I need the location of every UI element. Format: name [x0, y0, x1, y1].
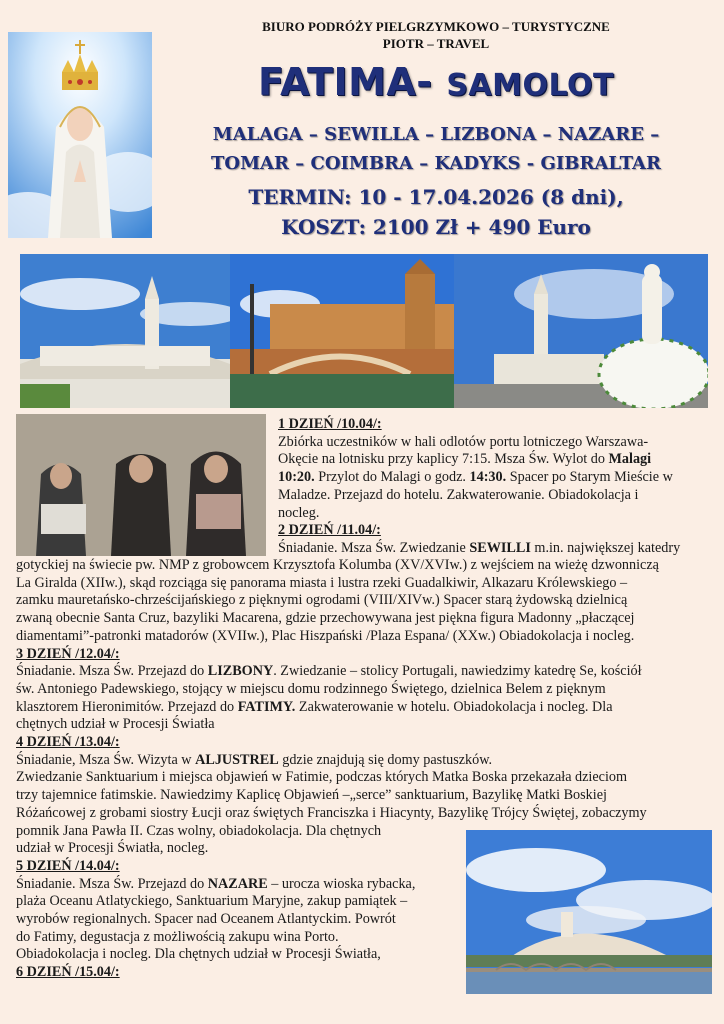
day-4-line-4: Różańcowej z grobami siostry Łucji oraz świętych Franciszka i Hiacynty, Bazylikę Trójcy Świętej, zobaczymy	[16, 804, 647, 821]
day-1-line-5: nocleg.	[278, 504, 320, 521]
day-3-line-1: Śniadanie. Msza Św. Przejazd do LIZBONY. Zwiedzanie – stolicy Portugali, nawiedzimy katedrę Se, kościół	[16, 663, 642, 680]
agency-line-2: PIOTR – TRAVEL	[382, 36, 490, 51]
day-2-line-1: Śniadanie. Msza Św. Zwiedzanie SEWILLI m.in. największej katedry	[278, 539, 681, 556]
day-2-line-2: gotyckiej na świecie pw. NMP z grobowcem Krzysztofa Kolumba (XV/XVIw.) z wejściem na wieżę dzwonniczą	[16, 557, 659, 573]
day-3-line-4: chętnych udział w Procesji Światła	[16, 716, 215, 733]
day-5-line-2: plaża Oceanu Atlatyckiego, Sanktuarium Maryjne, zakup pamiątek –	[16, 893, 408, 910]
day-4-line-3: trzy tajemnice fatimskie. Nawiedzimy Kaplicę Objawień –„serce” sanktuarium, Bazylikę Matki Boskiej	[16, 787, 607, 804]
cities-line-1: MALAGA – SEWILLA – LIZBONA – NAZARE –	[212, 124, 660, 145]
day-1-heading: 1 DZIEŃ /10.04/:	[278, 416, 382, 432]
agency-name	[160, 18, 712, 52]
fatima-highlight: FATIMY.	[237, 698, 296, 715]
day-1-line-1: Zbiórka uczestników w hali odlotów portu lotniczego Warszawa-	[278, 433, 649, 450]
day-2-line-6: diamentami”-patronki matadorów (XVIIw.), Plac Hiszpański /Plaza Espana/ (XXw.) Obiadokolacja i nocleg.	[16, 627, 635, 644]
day-5-line-1: Śniadanie. Msza Św. Przejazd do NAZARE – urocza wioska rybacka,	[16, 875, 416, 892]
day-6-heading: 6 DZIEŃ /15.04/:	[16, 964, 120, 981]
cities-list	[160, 120, 712, 178]
agency-line-1: BIURO PODRÓŻY PIELGRZYMKOWO – TURYSTYCZNE	[262, 19, 610, 34]
title-sub: SAMOLOT	[446, 68, 615, 103]
day-1-line-3: 10:20. Przylot do Malagi o godz. 14:30. Spacer po Starym Mieście w	[278, 469, 673, 486]
fatima-basilica-photo	[20, 254, 230, 408]
termin-line: TERMIN: 10 - 17.04.2026 (8 dni),	[248, 185, 624, 209]
trip-dates-price	[160, 182, 712, 242]
day-4-line-1: Śniadanie, Msza Św. Wizyta w ALJUSTREL gdzie znajdują się domy pastuszków.	[16, 751, 493, 768]
day-3-line-3: klasztorem Hieronimitów. Przejazd do FATIMY. Zakwaterowanie w hotelu. Obiadokolacja i nocleg. Dla	[16, 698, 613, 715]
itinerary-day-1	[278, 416, 712, 558]
trip-title	[160, 60, 712, 104]
day-2-heading: 2 DZIEŃ /11.04/:	[278, 522, 381, 539]
day-4-line-2: Zwiedzanie Sanktuarium i miejsca objawień w Fatimie, podczas których Matka Boska przekazała dzieciom	[16, 769, 628, 786]
day-2-line-4: zamku mauretańsko-chrześcijańskiego z pięknymi ogrodami (VIII/XIVw.) Spacer starą żydowską dzielnicą	[16, 592, 628, 609]
day-3-heading: 3 DZIEŃ /12.04/:	[16, 645, 120, 662]
sewilla-highlight: SEWILLI	[469, 539, 531, 556]
day-4-line-5: pomnik Jana Pawła II. Czas wolny, obiadokolacja. Dla chętnych	[16, 822, 382, 839]
malaga-highlight: Malagi	[608, 451, 652, 468]
day-4-line-6: udział w Procesji Światła, nocleg.	[16, 840, 209, 857]
nazare-highlight: NAZARE	[207, 875, 268, 892]
lizbona-highlight: LIZBONY	[207, 663, 274, 680]
day-3-line-2: św. Antoniego Padewskiego, stojący w miejscu domu rodzinnego Świętego, dzielnica Belem z pięknym	[16, 680, 606, 697]
day-5-line-5: Obiadokolacja i nocleg. Dla chętnych udział w Procesji Światła,	[16, 946, 381, 963]
itinerary-main	[16, 557, 716, 982]
day-5-line-4: do Fatimy, degustacja z możliwością zakupu wina Porto.	[16, 928, 339, 945]
plaza-espana-photo	[230, 254, 454, 408]
madonna-image	[8, 32, 152, 238]
day-4-heading: 4 DZIEŃ /13.04/:	[16, 734, 120, 751]
day-5-line-3: wyrobów regionalnych. Spacer nad Oceanem Atlantyckim. Powrót	[16, 911, 396, 928]
day-1-line-2: Okęcie na lotnisku przy kaplicy 7:15. Msza Św. Wylot do Malagi	[278, 451, 652, 468]
day-2-line-3: La Giralda (XIIw.), skąd rozciąga się panorama miasta i lustra rzeki Guadalkiwir, Alkazaru Królewskiego –	[16, 574, 628, 591]
day-5-heading: 5 DZIEŃ /14.04/:	[16, 857, 120, 874]
fatima-statue-photo	[454, 254, 708, 408]
shepherd-children-photo	[16, 414, 266, 556]
title-main: FATIMA-	[257, 60, 433, 104]
aljustrel-highlight: ALJUSTREL	[195, 751, 279, 768]
day-1-line-4: Maladze. Przejazd do hotelu. Zakwaterowanie. Obiadokolacja i	[278, 486, 639, 503]
koszt-line: KOSZT: 2100 Zł + 490 Euro	[281, 215, 591, 239]
day-2-line-5: zwaną obecnie Santa Cruz, bazyliki Macarena, gdzie przechowywana jest piękna figura Madonny „płaczącej	[16, 610, 635, 627]
cities-line-2: TOMAR – COIMBRA – KADYKS - GIBRALTAR	[211, 153, 661, 174]
